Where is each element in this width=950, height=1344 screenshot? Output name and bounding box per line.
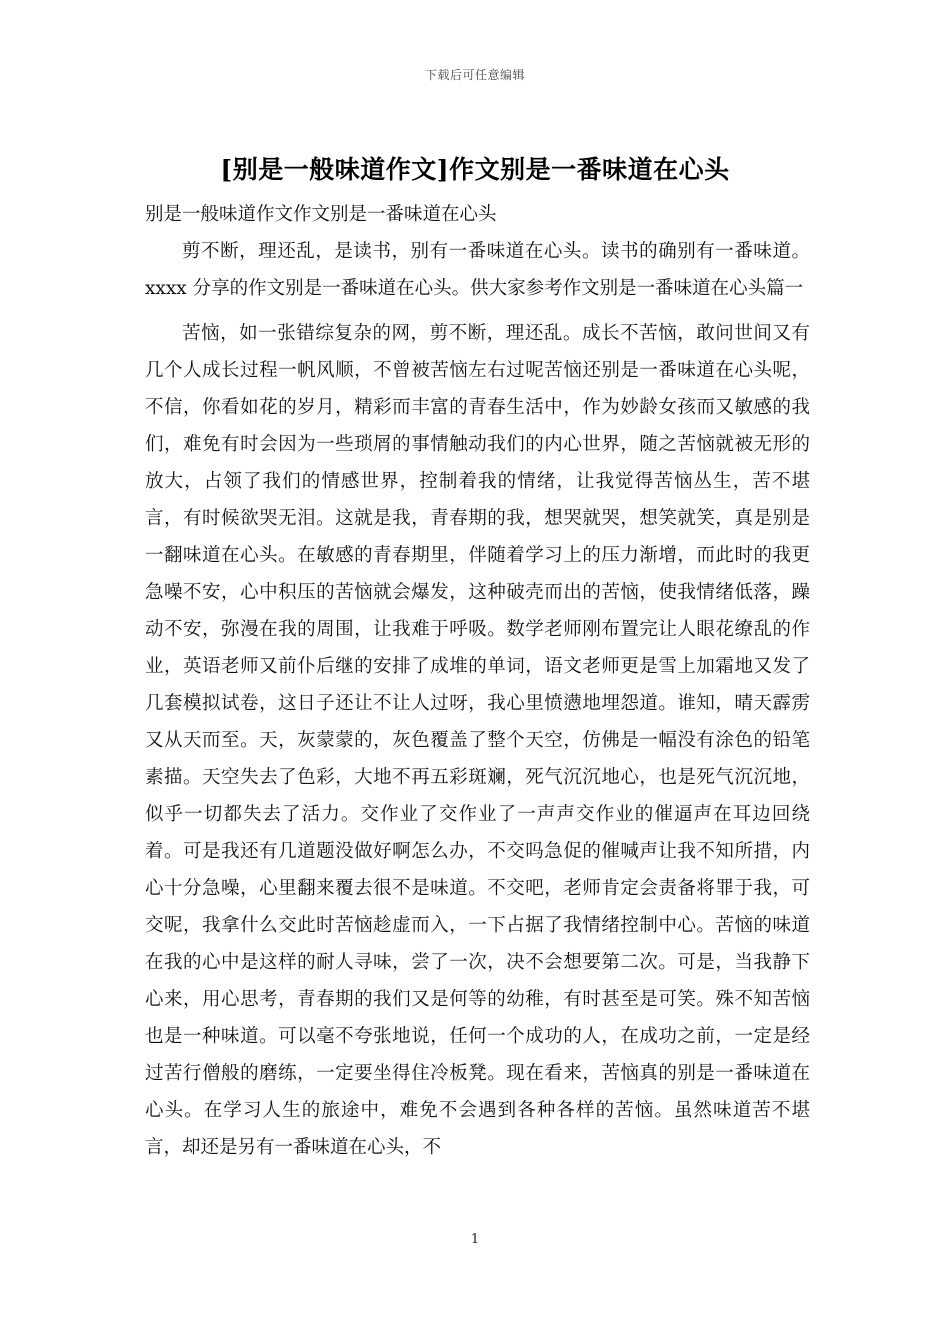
document-title: [别是一般味道作文]作文别是一番味道在心头 <box>220 155 730 184</box>
header-note: 下载后可任意编辑 <box>424 68 525 82</box>
intro-paragraph: 剪不断，理还乱，是读书，别有一番味道在心头。读书的确别有一番味道。xxxx 分享的作文别是一番味道在心头。供大家参考作文别是一番味道在心头篇一 <box>145 241 810 299</box>
essay-paragraph: 苦恼，如一张错综复杂的网，剪不断，理还乱。成长不苦恼，敢问世间又有几个人成长过程一帆风顺，不曾被苦恼左右过呢苦恼还别是一番味道在心头呢，不信，你看如花的岁月，精彩而丰富的青春生活中，作为妙龄女孩而又敏感的我们，难免有时会因为一些琐屑的事情触动我们的内心世界，随之苦恼就被无形的放大，占领了我们的情感世界，控制着我的情绪，让我觉得苦恼丛生，苦不堪言，有时候欲哭无泪。这就是我，青春期的我，想哭就哭，想笑就笑，真是别是一翻味道在心头。在敏感的青春期里，伴随着学习上的压力渐增，而此时的我更急噪不安，心中积压的苦恼就会爆发，这种破壳而出的苦恼，使我情绪低落，躁动不安，弥漫在我的周围，让我难于呼吸。数学老师刚布置完让人眼花缭乱的作业，英语老师又前仆后继的安排了成堆的单词，语文老师更是雪上加霜地又发了几套模拟试卷，这日子还让不让人过呀，我心里愤懑地埋怨道。谁知，晴天霹雳又从天而至。天，灰蒙蒙的，灰色覆盖了整个天空，仿佛是一幅没有涂色的铅笔素描。天空失去了色彩，大地不再五彩斑斓，死气沉沉地心，也是死气沉沉地，似乎一切都失去了活力。交作业了交作业了一声声交作业的催逼声在耳边回绕着。可是我还有几道题没做好啊怎么办，不交吗急促的催喊声让我不知所措，内心十分急噪，心里翻来覆去很不是味道。不交吧，老师肯定会责备将罪于我，可交呢，我拿什么交此时苦恼趁虚而入，一下占据了我情绪控制中心。苦恼的味道在我的心中是这样的耐人寻味，尝了一次，决不会想要第二次。可是，当我静下心来，用心思考，青春期的我们又是何等的幼稚，有时甚至是可笑。殊不知苦恼也是一种味道。可以毫不夸张地说，任何一个成功的人，在成功之前，一定是经过苦行僧般的磨练，一定要坐得住冷板凳。现在看来，苦恼真的别是一番味道在心头。在学习人生的旅途中，难免不会遇到各种各样的苦恼。虽然味道苦不堪言，却还是另有一番味道在心头，不 <box>145 323 810 1158</box>
document-body <box>145 196 810 1166</box>
subtitle-paragraph: 别是一般味道作文作文别是一番味道在心头 <box>145 204 497 225</box>
page-number: 1 <box>470 1232 480 1247</box>
